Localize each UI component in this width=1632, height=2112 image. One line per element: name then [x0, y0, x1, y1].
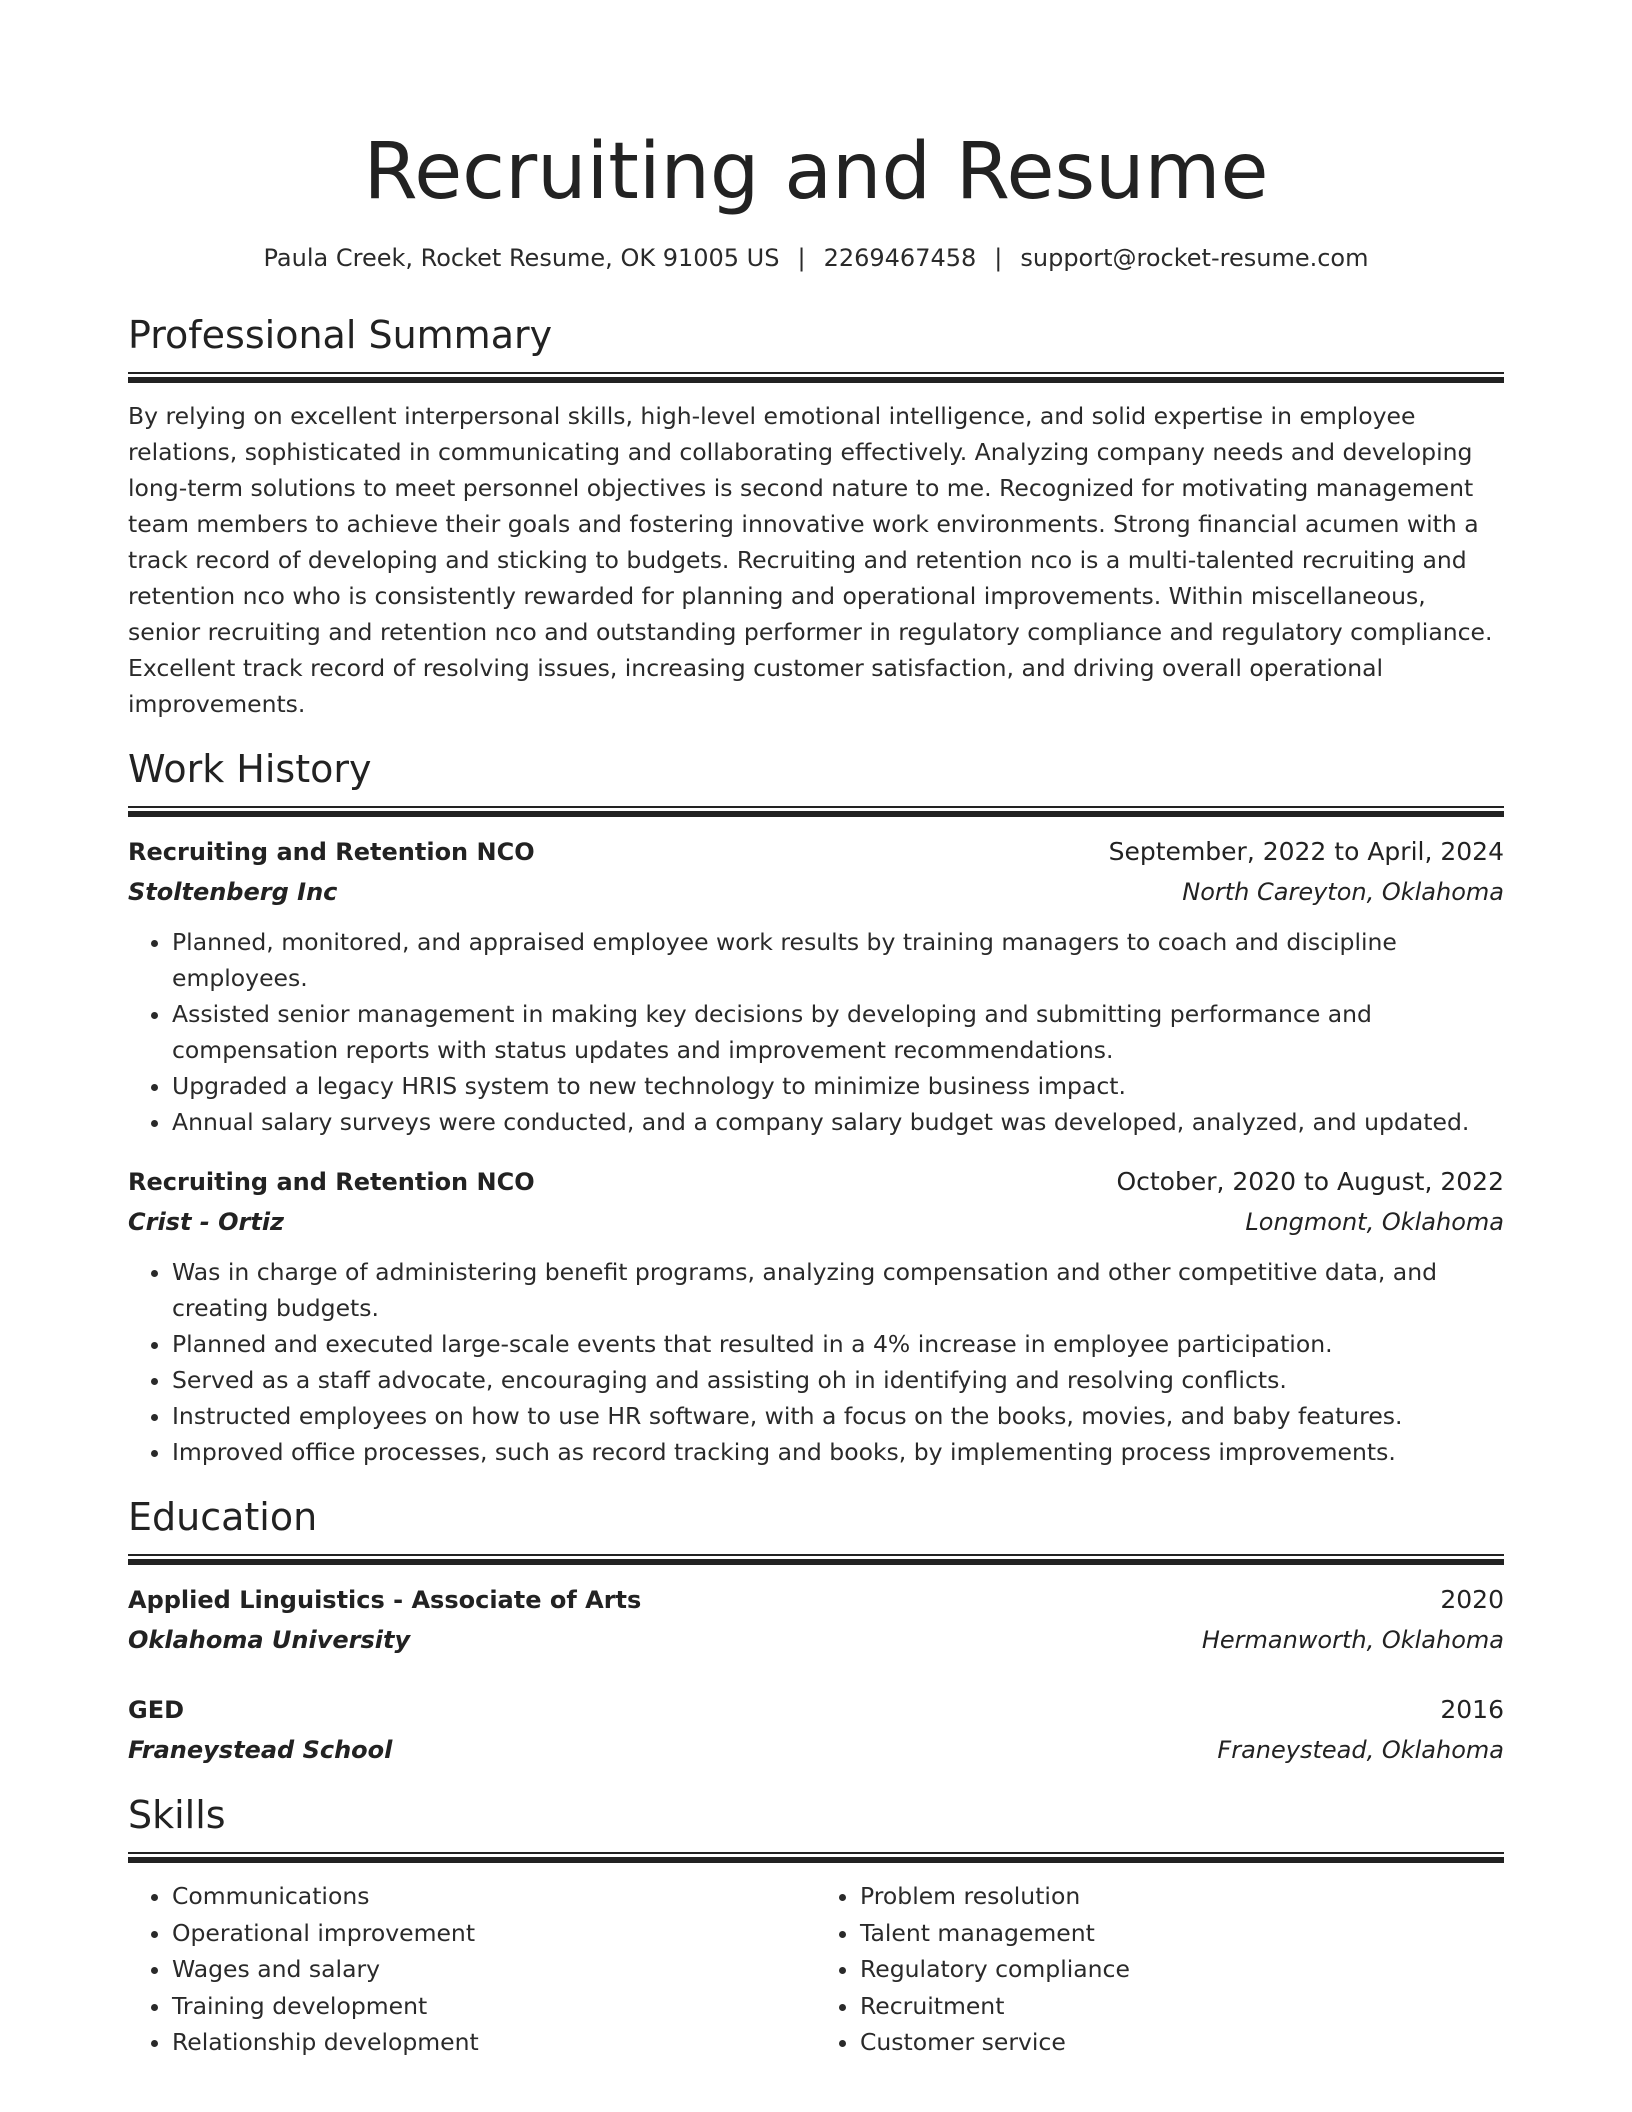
job-company-row	[128, 1202, 1504, 1242]
job-header-row	[128, 832, 1504, 872]
skill-item: • Training development	[172, 1988, 816, 2025]
work-history-heading: Work History	[128, 747, 372, 791]
section-divider	[128, 372, 1504, 384]
summary-section	[128, 310, 1504, 722]
degree-title: Applied Linguistics - Associate of Arts	[128, 1586, 642, 1614]
job-header-row	[128, 1162, 1504, 1202]
contact-address: Paula Creek, Rocket Resume, OK 91005 US	[263, 244, 780, 272]
skill-item: • Communications	[172, 1878, 816, 1915]
skill-item: • Recruitment	[860, 1988, 1504, 2025]
job-bullets	[128, 924, 1504, 1140]
school-name: Oklahoma University	[128, 1626, 411, 1654]
graduation-year: 2016	[1440, 1695, 1504, 1724]
list-item: • Planned and executed large-scale events that resulted in a 4% increase in employee participation.	[172, 1326, 1504, 1362]
job-company: Crist - Ortiz	[128, 1208, 285, 1236]
education-heading: Education	[128, 1495, 318, 1539]
section-divider	[128, 1852, 1504, 1864]
section-divider	[128, 806, 1504, 818]
graduation-year: 2020	[1440, 1585, 1504, 1614]
skill-item: • Operational improvement	[172, 1915, 816, 1952]
job-dates: September, 2022 to April, 2024	[1108, 837, 1504, 866]
skill-item: • Wages and salary	[172, 1951, 816, 1988]
summary-text: By relying on excellent interpersonal skills, high-level emotional intelligence, and solid expertise in employee relations, sophisticated in communicating and collaborating effectively. Analyzing company needs and developing long-term solutions to meet personnel objectives is second nature to me. Recognized for motivating management team members to achieve their goals and fostering innovative work environments. Strong financial acumen with a track record of developing and sticking to budgets. Recruiting and retention nco is a multi-talented recruiting and retention nco who is consistently rewarded for planning and operational improvements. Within miscellaneous, senior recruiting and retention nco and outstanding performer in regulatory compliance and regulatory compliance. Excellent track record of resolving issues, increasing customer satisfaction, and driving overall operational improvements.	[128, 402, 1493, 718]
skills-grid	[128, 1878, 1504, 2061]
school-location: Hermanworth, Oklahoma	[1201, 1626, 1504, 1654]
contact-separator: |	[797, 244, 806, 272]
job-entry	[128, 1162, 1504, 1470]
skill-item: • Relationship development	[172, 2024, 816, 2061]
education-header-row	[128, 1580, 1504, 1620]
school-name: Franeystead School	[128, 1736, 393, 1764]
skill-item: • Problem resolution	[860, 1878, 1504, 1915]
job-company-row	[128, 872, 1504, 912]
section-divider	[128, 1554, 1504, 1566]
job-company: Stoltenberg Inc	[128, 878, 338, 906]
list-item: • Served as a staff advocate, encouraging and assisting oh in identifying and resolving conflicts.	[172, 1362, 1504, 1398]
education-header-row	[128, 1690, 1504, 1730]
job-title: Recruiting and Retention NCO	[128, 838, 535, 866]
summary-heading: Professional Summary	[128, 313, 553, 357]
list-item: • Instructed employees on how to use HR software, with a focus on the books, movies, and baby features.	[172, 1398, 1504, 1434]
job-bullets	[128, 1254, 1504, 1470]
contact-separator: |	[994, 244, 1003, 272]
list-item: • Assisted senior management in making key decisions by developing and submitting performance and compensation reports with status updates and improvement recommendations.	[172, 996, 1504, 1068]
resume-name: Recruiting and Resume	[363, 127, 1269, 217]
list-item: • Planned, monitored, and appraised employee work results by training managers to coach and discipline employees.	[172, 924, 1504, 996]
list-item: • Upgraded a legacy HRIS system to new technology to minimize business impact.	[172, 1068, 1504, 1104]
list-item: • Annual salary surveys were conducted, and a company salary budget was developed, analyzed, and updated.	[172, 1104, 1504, 1140]
education-section	[128, 1492, 1504, 1770]
skills-section	[128, 1790, 1504, 2061]
job-entry	[128, 832, 1504, 1140]
job-dates: October, 2020 to August, 2022	[1116, 1167, 1504, 1196]
job-title: Recruiting and Retention NCO	[128, 1168, 535, 1196]
job-location: Longmont, Oklahoma	[1245, 1208, 1504, 1236]
skills-heading: Skills	[128, 1793, 226, 1837]
list-item: • Was in charge of administering benefit programs, analyzing compensation and other competitive data, and creating budgets.	[172, 1254, 1504, 1326]
skills-column-right	[816, 1878, 1504, 2061]
skill-item: • Customer service	[860, 2024, 1504, 2061]
education-school-row	[128, 1620, 1504, 1660]
contact-phone: 2269467458	[823, 244, 977, 272]
skill-item: • Talent management	[860, 1915, 1504, 1952]
skill-item: • Regulatory compliance	[860, 1951, 1504, 1988]
job-location: North Careyton, Oklahoma	[1182, 878, 1504, 906]
education-entry	[128, 1690, 1504, 1770]
contact-line	[128, 240, 1504, 276]
work-history-section	[128, 744, 1504, 1470]
contact-email: support@rocket-resume.com	[1020, 244, 1369, 272]
school-location: Franeystead, Oklahoma	[1217, 1736, 1504, 1764]
list-item: • Improved office processes, such as record tracking and books, by implementing process improvements.	[172, 1434, 1504, 1470]
education-entry	[128, 1580, 1504, 1660]
skills-column-left	[128, 1878, 816, 2061]
degree-title: GED	[128, 1696, 185, 1724]
education-school-row	[128, 1730, 1504, 1770]
